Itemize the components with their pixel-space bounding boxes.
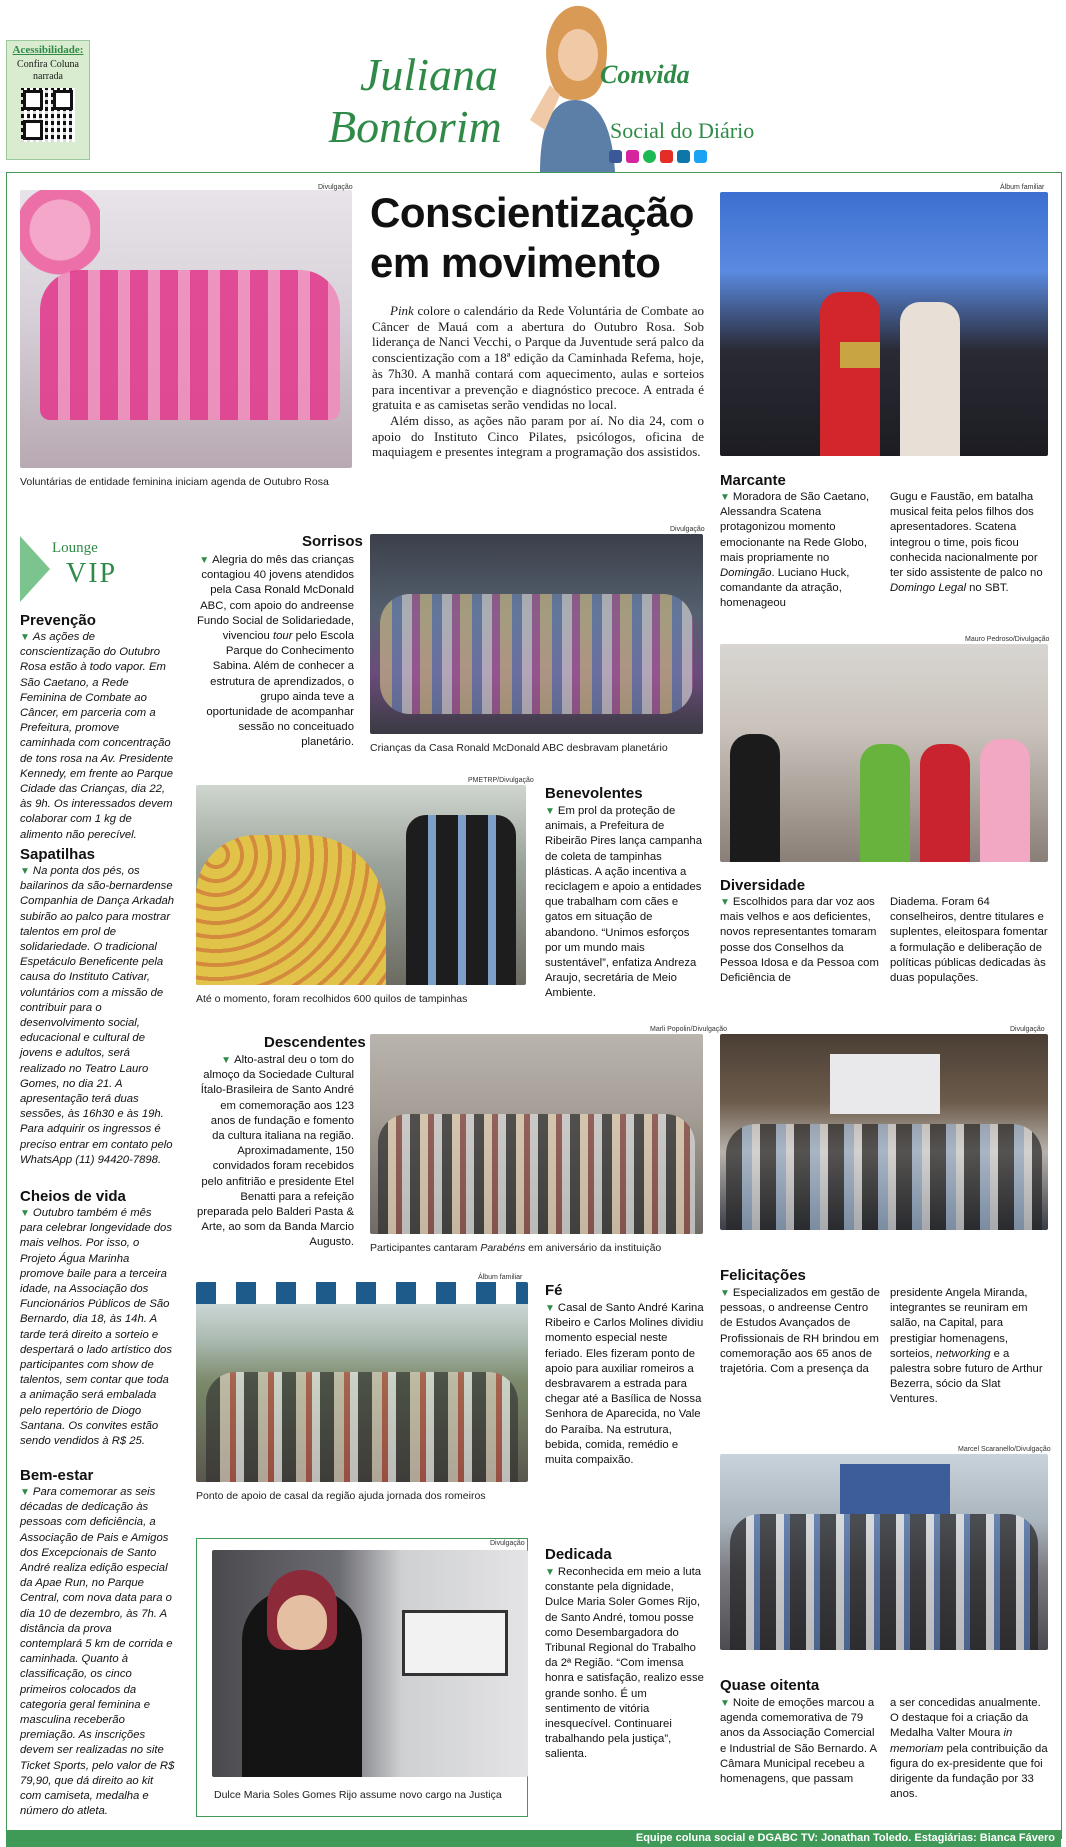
photo-felicitacoes [720,1034,1048,1230]
story-fe-text: ▼ Casal de Santo André Karina Ribeiro e Carlos Molines dividiu momento especial neste feriado. Eles fizeram ponto de apoio para auxiliar romeiros a desbravarem a estrada para chegar até a Basílica de Nossa Senhora de Aparecida, no Vale do Paraíba. Na estrutura, bebida, comida, remédio e muita compaixão. [545,1302,704,1467]
spotify-icon[interactable] [643,150,656,163]
photo-credit: Álbum familiar [1000,184,1045,191]
lead-text [372,303,704,460]
footer-credits: Equipe coluna social e DGABC TV: Jonathan Toledo. Estagiárias: Bianca Fávero [635,1832,1055,1844]
bullet-icon: ▼ [720,897,730,908]
bullet-icon: ▼ [720,492,730,503]
story-title-dedicada: Dedicada [545,1546,612,1563]
vip-word: VIP [66,558,118,589]
sidebar-text-bem-estar: ▼ Para comemorar as seis décadas de dedicação às pessoas com deficiência, a Associação de Pais e Amigos dos Excepcionais de Santo André realiza edição especial da Apae Run, no Parque Central, com nova data para o dia 10 de dezembro, às 7h. A distância da prova contemplará 5 km de corrida e caminhada. Quanto à classificação, os cinco primeiros colocados da categoria geral feminina e masculina receberão premiação. As inscrições devem ser realizadas no site Ticket Sports, pelo valor de R$ 79,90, que dá direito ao kit com camiseta, medalha e número do atleta. [20,1486,175,1818]
story-marcante-col2: Gugu e Faustão, em batalha musical feita pelos filhos dos apresentadores. Scatena integrou o time, pois ficou conhecida nacionalmente por ter sido assistente de palco no Domingo Legal no SBT. [890,491,1043,595]
accessibility-box [6,40,90,160]
sidebar-title-cheios-de-vida: Cheios de vida [20,1188,126,1205]
sidebar-text-cheios-de-vida: ▼ Outubro também é mês para celebrar longevidade dos mais velhos. Por isso, o Projeto Água Marinha promove baile para a terceira idade, na Associação dos Funcionários Públicos de São Bernardo, dia 18, às 14h. A tarde terá direito a sorteio e despertará o lado artístico dos participantes com show de talentos, sem contar que toda a animação será embalada pelo repertório de Diogo Santana. Os convites estão sendo vendidos à R$ 25. [20,1207,172,1448]
bullet-icon: ▼ [720,1698,730,1709]
bullet-icon: ▼ [221,1055,232,1066]
story-title-diversidade: Diversidade [720,877,806,894]
story-diversidade-col1: ▼ Escolhidos para dar voz aos mais velhos e aos deficientes, novos representantes tomaram posse dos Conselhos da Pessoa Idosa e da Pessoa com Deficiência de [720,896,879,985]
story-title-marcante: Marcante [720,472,786,489]
accessibility-title: Acessibilidade: [12,44,84,56]
photo-credit: Divulgação [318,184,353,191]
bullet-icon: ▼ [545,1567,555,1578]
story-felicitacoes-col1: ▼ Especializados em gestão de pessoas, o andreense Centro de Estudos Avançados de Profissionais de RH brindou em comemoração aos 65 anos de trajetória. Com a presença da [720,1287,880,1376]
instagram-icon[interactable] [626,150,639,163]
columnist-name-line1: Juliana [360,49,498,100]
photo-credit: Divulgação [670,526,705,533]
lounge-vip-logo [20,536,118,602]
photo-credit: Álbum familiar [478,1274,523,1281]
story-marcante-col1: ▼ Moradora de São Caetano, Alessandra Scatena protagonizou momento emocionante na Rede Globo, mais propriamente no Domingão. Luciano Huck, comandante da atração, homenageou [720,491,870,610]
lead-title [370,188,694,288]
lead-title-line1: Conscientização [370,189,694,236]
photo-caption: Até o momento, foram recolhidos 600 quilos de tampinhas [196,993,468,1005]
photo-voluntarias [20,190,352,468]
bullet-icon: ▼ [20,632,30,643]
footer-bar [6,1830,1061,1847]
photo-caption: Ponto de apoio de casal da região ajuda jornada dos romeiros [196,1490,486,1502]
bullet-icon: ▼ [20,1487,30,1498]
story-sorrisos-text: ▼ Alegria do mês das crianças contagiou 40 jovens atendidos pela Casa Ronald McDonald ABC, com apoio do andreense Fundo Social de Solidariedade, vivenciou tour pelo Escola Parque do Conhecimento Sabina. Além de conhecer a estrutura de aprendizados, o grupo ainda teve a oportunidade de acompanhar sessão no conceituado planetário. [196,554,354,749]
story-dedicada-text: ▼ Reconhecida em meio a luta constante pela dignidade, Dulce Maria Soler Gomes Rijo, de Santo André, tomou posse como Desembargadora do Tribunal Regional do Trabalho da 2ª Região. “Com imensa honra e satisfação, realizo esse grande sonho. É um sentimento de vitória inesquecível. Continuarei trabalhando pela justiça”, salienta. [545,1566,704,1761]
photo-credit: Divulgação [1010,1026,1045,1033]
social-icons [609,148,711,166]
lead-title-line2: em movimento [370,239,661,286]
lead-paragraph-2: Além disso, as ações não param por aí. No dia 24, com o apoio do Instituto Cinco Pilates, psicólogos, oficina de maquiagem e presentes integram a programação dos assistidos. [372,412,704,460]
story-title-benevolentes: Benevolentes [545,785,643,802]
photo-fe [196,1282,528,1482]
story-title-felicitacoes: Felicitações [720,1267,806,1284]
facebook-icon[interactable] [609,150,622,163]
sidebar-text-sapatilhas: ▼ Na ponta dos pés, os bailarinos da são-bernardense Companhia de Dança Arkadah subirão ao palco para mostrar talentos em prol de solidariedade. O tradicional Espetáculo Beneficente pela causa do Instituto Cativar, voluntários com a missão de contribuir para o desenvolvimento social, educacional e cultural de jovens e adultos, será realizado no Teatro Lauro Gomes, no dia 21. A apresentação terá duas sessões, às 16h30 e às 19h. Para adquirir os ingressos é preciso entrar em contato pelo WhatsApp (11) 94420-7898. [20,865,175,1166]
bullet-icon: ▼ [545,806,555,817]
lead-paragraph-1: colore o calendário da Rede Voluntária de Combate ao Câncer de Mauá com a abertura do Outubro Rosa. Sob liderança de Nanci Vecchi, o Parque da Juventude será palco da conscientização com a 18ª edição da Caminhada Refema, hoje, às 7h30. A manhã contará com aquecimento, aulas e sorteios para incentivar a prevenção e diagnóstico precoce. A entrada é gratuita e as camisetas serão vendidas no local. [372,303,704,413]
story-title-fe: Fé [545,1282,563,1299]
photo-caption: Participantes cantaram Parabéns em aniversário da instituição [370,1242,662,1254]
photo-quase-oitenta [720,1454,1048,1650]
photo-credit: Mauro Pedroso/Divulgação [965,636,1050,643]
photo-benevolentes [196,785,526,985]
photo-dedicada [212,1550,528,1777]
convida-label: Convida [600,60,690,89]
bullet-icon: ▼ [20,1208,30,1219]
lead-italic-word: Pink [390,303,414,318]
story-quase-oitenta-col1: ▼ Noite de emoções marcou a agenda comemorativa de 79 anos da Associação Comercial e Industrial de São Bernardo. A Câmara Municipal recebeu a homenagens, que passam [720,1697,877,1786]
story-descendentes-text: ▼ Alto-astral deu o tom do almoço da Sociedade Cultural Ítalo-Brasileira de Santo André em comemoração aos 123 anos de fundação e fomento da cultura italiana na região. Aproximadamente, 150 convidados foram recebidos pelo anfitrião e presidente Etel Benatti para a refeição preparada pelo Balderi Pasta & Arte, ao som da Banda Marcio Augusto. [196,1054,354,1249]
accessibility-text: Confira Coluna narrada [17,59,79,82]
sidebar-text-prevencao: ▼ As ações de conscientização do Outubro Rosa estão à todo vapor. Em São Caetano, a Rede Feminina de Combate ao Câncer, em parceria com a Prefeitura, promove caminhada com concentração de tons rosa na Av. Presidente Kennedy, em frente ao Parque Cidade das Crianças, dia 22, às 9h. Os interessados devem colaborar com 1 kg de alimento não perecível. [20,631,174,841]
lounge-word: Lounge [52,540,98,556]
linkedin-icon[interactable] [677,150,690,163]
sidebar-title-bem-estar: Bem-estar [20,1467,94,1484]
sidebar-title-sapatilhas: Sapatilhas [20,846,96,863]
photo-caption: Crianças da Casa Ronald McDonald ABC desbravam planetário [370,742,668,754]
twitter-icon[interactable] [694,150,707,163]
qr-code[interactable] [21,88,75,142]
story-title-sorrisos: Sorrisos [302,533,363,550]
bullet-icon: ▼ [720,1288,730,1299]
photo-diversidade [720,644,1048,862]
story-benevolentes-text: ▼ Em prol da proteção de animais, a Prefeitura de Ribeirão Pires lança campanha de coleta de tampinhas plásticas. A ação incentiva a reciclagem e apoio a entidades que trabalham com cães e gatos em situação de abandono. “Unimos esforços por um mundo mais sustentável”, enfatiza Andreza Araujo, secretária de Meio Ambiente. [545,805,702,1000]
story-title-quase-oitenta: Quase oitenta [720,1677,820,1694]
photo-descendentes [370,1034,703,1234]
bullet-icon: ▼ [20,866,30,877]
story-diversidade-col2: Diadema. Foram 64 conselheiros, dentre titulares e suplentes, eleitospara fomentar a formulação e deliberação de políticas públicas dedicadas às duas populações. [890,896,1048,985]
photo-sorrisos [370,534,703,734]
story-quase-oitenta-col2: a ser concedidas anualmente. O destaque foi a criação da Medalha Valter Moura in memoriam pela contribuição da figura do ex-presidente que foi dirigente da fundação por 33 anos. [890,1697,1048,1801]
sidebar-title-prevencao: Prevenção [20,612,96,629]
columnist-name-line2: Bontorim [328,101,502,152]
photo-credit: Marli Popolin/Divulgação [650,1026,728,1033]
youtube-icon[interactable] [660,150,673,163]
bullet-icon: ▼ [199,555,210,566]
story-title-descendentes: Descendentes [264,1034,366,1051]
bullet-icon: ▼ [545,1303,555,1314]
photo-caption: Voluntárias de entidade feminina iniciam agenda de Outubro Rosa [20,476,329,488]
photo-credit: PMETRP/Divulgação [468,777,534,784]
photo-credit: Divulgação [490,1540,525,1547]
photo-marcante [720,192,1048,456]
photo-caption: Dulce Maria Soles Gomes Rijo assume novo cargo na Justiça [214,1789,502,1801]
photo-credit: Marcel Scaranello/Divulgação [958,1446,1051,1453]
social-do-diario-label: Social do Diário [610,118,755,143]
story-felicitacoes-col2: presidente Angela Miranda, integrantes se reuniram em salão, na Capital, para prestigiar homenagens, sorteios, networking e a palestra sobre futuro de Arthur Bezerra, sócio da Slat Ventures. [890,1287,1043,1406]
